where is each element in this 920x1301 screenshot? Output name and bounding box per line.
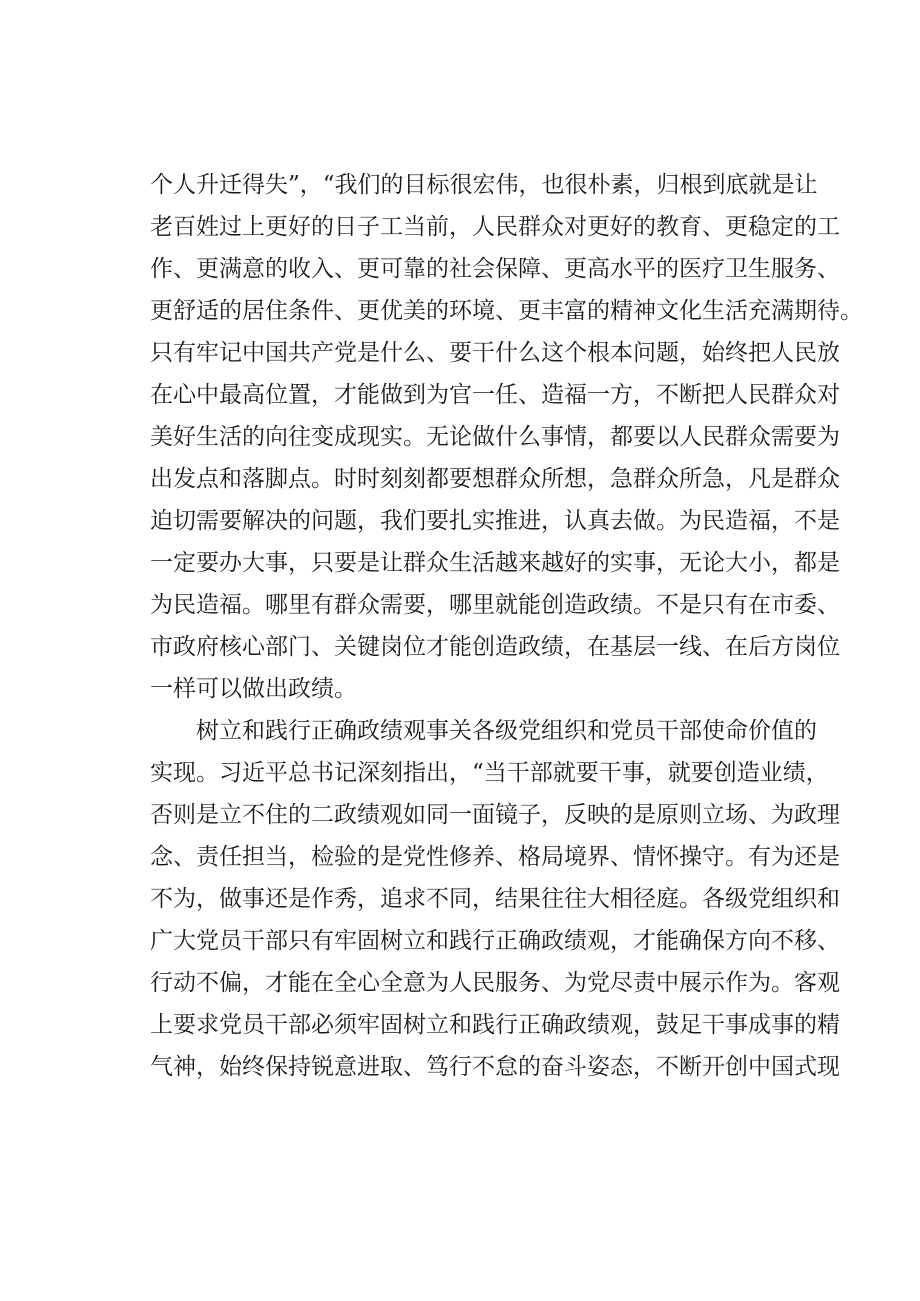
text-line: 树立和践行正确政绩观事关各级党组织和党员干部使命价值的 [196,718,817,744]
paragraph-2 [150,710,840,1088]
text-line: 一样可以做出政绩。 [150,676,357,702]
text-line: 只有牢记中国共产党是什么、要干什么这个根本问题，始终把人民放 [150,340,840,366]
text-line: 老百姓过上更好的日子工当前，人民群众对更好的教育、更稳定的工 [150,214,840,240]
document-body [150,164,863,1088]
text-line: 美好生活的向往变成现实。无论做什么事情，都要以人民群众需要为 [150,424,840,450]
text-line: 不为，做事还是作秀，追求不同，结果往往大相径庭。各级党组织和 [150,886,840,912]
text-line: 否则是立不住的二政绩观如同一面镜子，反映的是原则立场、为政理 [150,802,840,828]
text-line: 市政府核心部门、关键岗位才能创造政绩，在基层一线、在后方岗位 [150,634,840,660]
text-line: 一定要办大事，只要是让群众生活越来越好的实事，无论大小，都是 [150,550,840,576]
text-line: 作、更满意的收入、更可靠的社会保障、更高水平的医疗卫生服务、 [150,256,840,282]
text-line: 广大党员干部只有牢固树立和践行正确政绩观，才能确保方向不移、 [150,928,840,954]
text-line: 上要求党员干部必须牢固树立和践行正确政绩观，鼓足干事成事的精 [150,1012,840,1038]
text-line: 迫切需要解决的问题，我们要扎实推进，认真去做。为民造福，不是 [150,508,840,534]
text-line: 气神，始终保持锐意进取、笃行不怠的奋斗姿态，不断开创中国式现 [150,1054,840,1080]
paragraph-1 [150,164,863,710]
text-line: 念、责任担当，检验的是党性修养、格局境界、情怀操守。有为还是 [150,844,840,870]
text-line: 为民造福。哪里有群众需要，哪里就能创造政绩。不是只有在市委、 [150,592,840,618]
text-line: 行动不偏，才能在全心全意为人民服务、为党尽责中展示作为。客观 [150,970,840,996]
text-line: 更舒适的居住条件、更优美的环境、更丰富的精神文化生活充满期待。 [150,298,863,324]
text-line: 出发点和落脚点。时时刻刻都要想群众所想，急群众所急，凡是群众 [150,466,840,492]
text-line: 个人升迁得失”，“我们的目标很宏伟，也很朴素，归根到底就是让 [150,172,818,198]
text-line: 实现。习近平总书记深刻指出，“当干部就要干事，就要创造业绩， [150,760,829,786]
text-line: 在心中最高位置，才能做到为官一任、造福一方，不断把人民群众对 [150,382,840,408]
